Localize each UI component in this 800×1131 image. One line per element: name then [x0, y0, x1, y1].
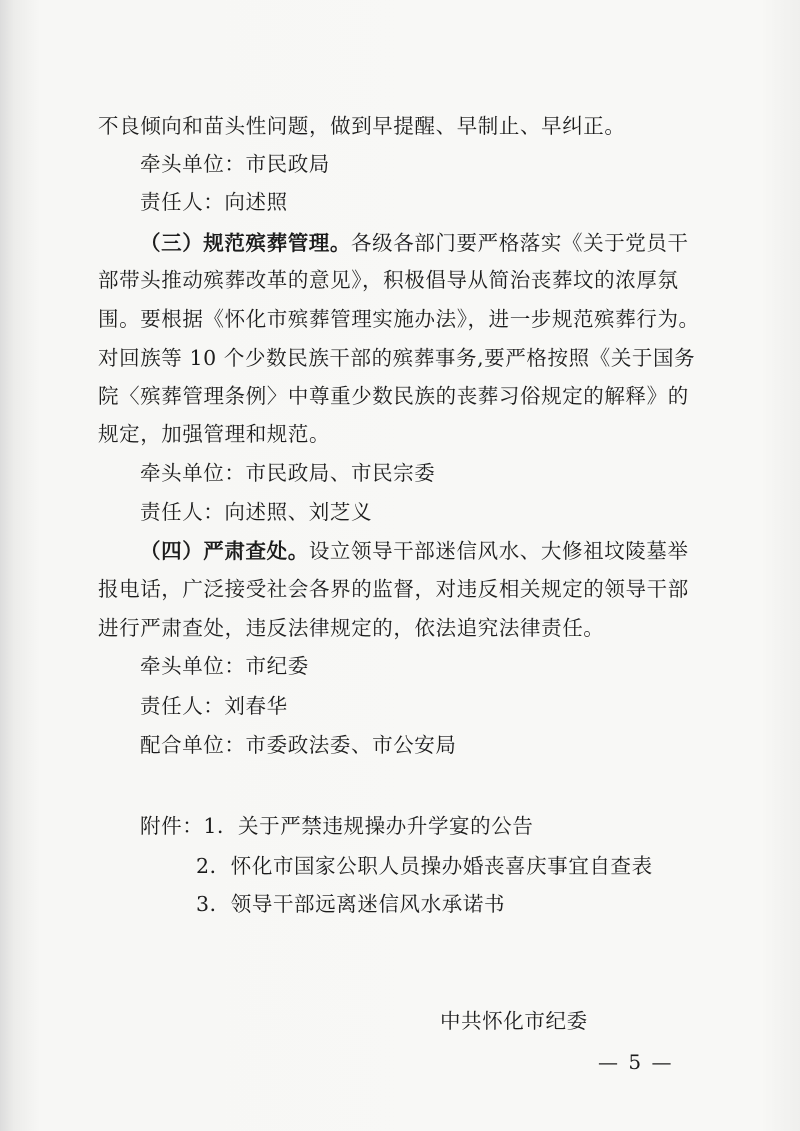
lead-unit-line: 牵头单位：市民政局、市民宗委 — [140, 461, 436, 485]
attachment-item: 3．领导干部远离迷信风水承诺书 — [196, 892, 506, 916]
section-four-text: 设立领导干部迷信风水、大修祖坟陵墓举 — [308, 539, 689, 563]
section-three-line — [140, 229, 689, 257]
attachment-label: 附件： — [140, 814, 204, 838]
lead-unit-line: 牵头单位：市纪委 — [140, 654, 309, 678]
paragraph-line: 报电话，广泛接受社会各界的监督，对违反相关规定的领导干部 — [98, 577, 689, 601]
paragraph-line: 对回族等 10 个少数民族干部的殡葬事务,要严格按照《关于国务 — [98, 346, 696, 370]
responsible-person-line: 责任人：向述照 — [140, 190, 288, 214]
attachment-line — [140, 812, 533, 840]
paragraph-line: 规定，加强管理和规范。 — [98, 422, 331, 446]
attachment-item: 2．怀化市国家公职人员操办婚丧喜庆事宜自查表 — [196, 854, 653, 878]
responsible-person-line: 责任人：向述照、刘芝义 — [140, 500, 373, 524]
paragraph-line: 围。要根据《怀化市殡葬管理实施办法》，进一步规范殡葬行为。 — [98, 307, 700, 331]
cooperating-unit-line: 配合单位：市委政法委、市公安局 — [140, 733, 457, 757]
paragraph-line: 院〈殡葬管理条例〉中尊重少数民族的丧葬习俗规定的解释》的 — [98, 384, 689, 408]
section-four-heading: （四）严肃查处。 — [140, 539, 309, 563]
attachment-item: 1．关于严禁违规操办升学宴的公告 — [203, 814, 534, 838]
paragraph-line: 部带头推动殡葬改革的意见》，积极倡导从简治丧葬坟的浓厚氛 — [98, 268, 679, 292]
paragraph-line: 进行严肃查处，违反法律规定的，依法追究法律责任。 — [98, 616, 605, 640]
section-three-heading: （三）规范殡葬管理。 — [140, 231, 351, 255]
section-four-line — [140, 537, 689, 565]
lead-unit-line: 牵头单位：市民政局 — [140, 152, 330, 176]
paragraph-line: 不良倾向和苗头性问题，做到早提醒、早制止、早纠正。 — [98, 114, 626, 138]
section-three-text: 各级各部门要严格落实《关于党员干 — [351, 231, 689, 255]
responsible-person-line: 责任人：刘春华 — [140, 694, 288, 718]
signature: 中共怀化市纪委 — [440, 1009, 588, 1033]
page-number: — 5 — — [598, 1050, 674, 1074]
